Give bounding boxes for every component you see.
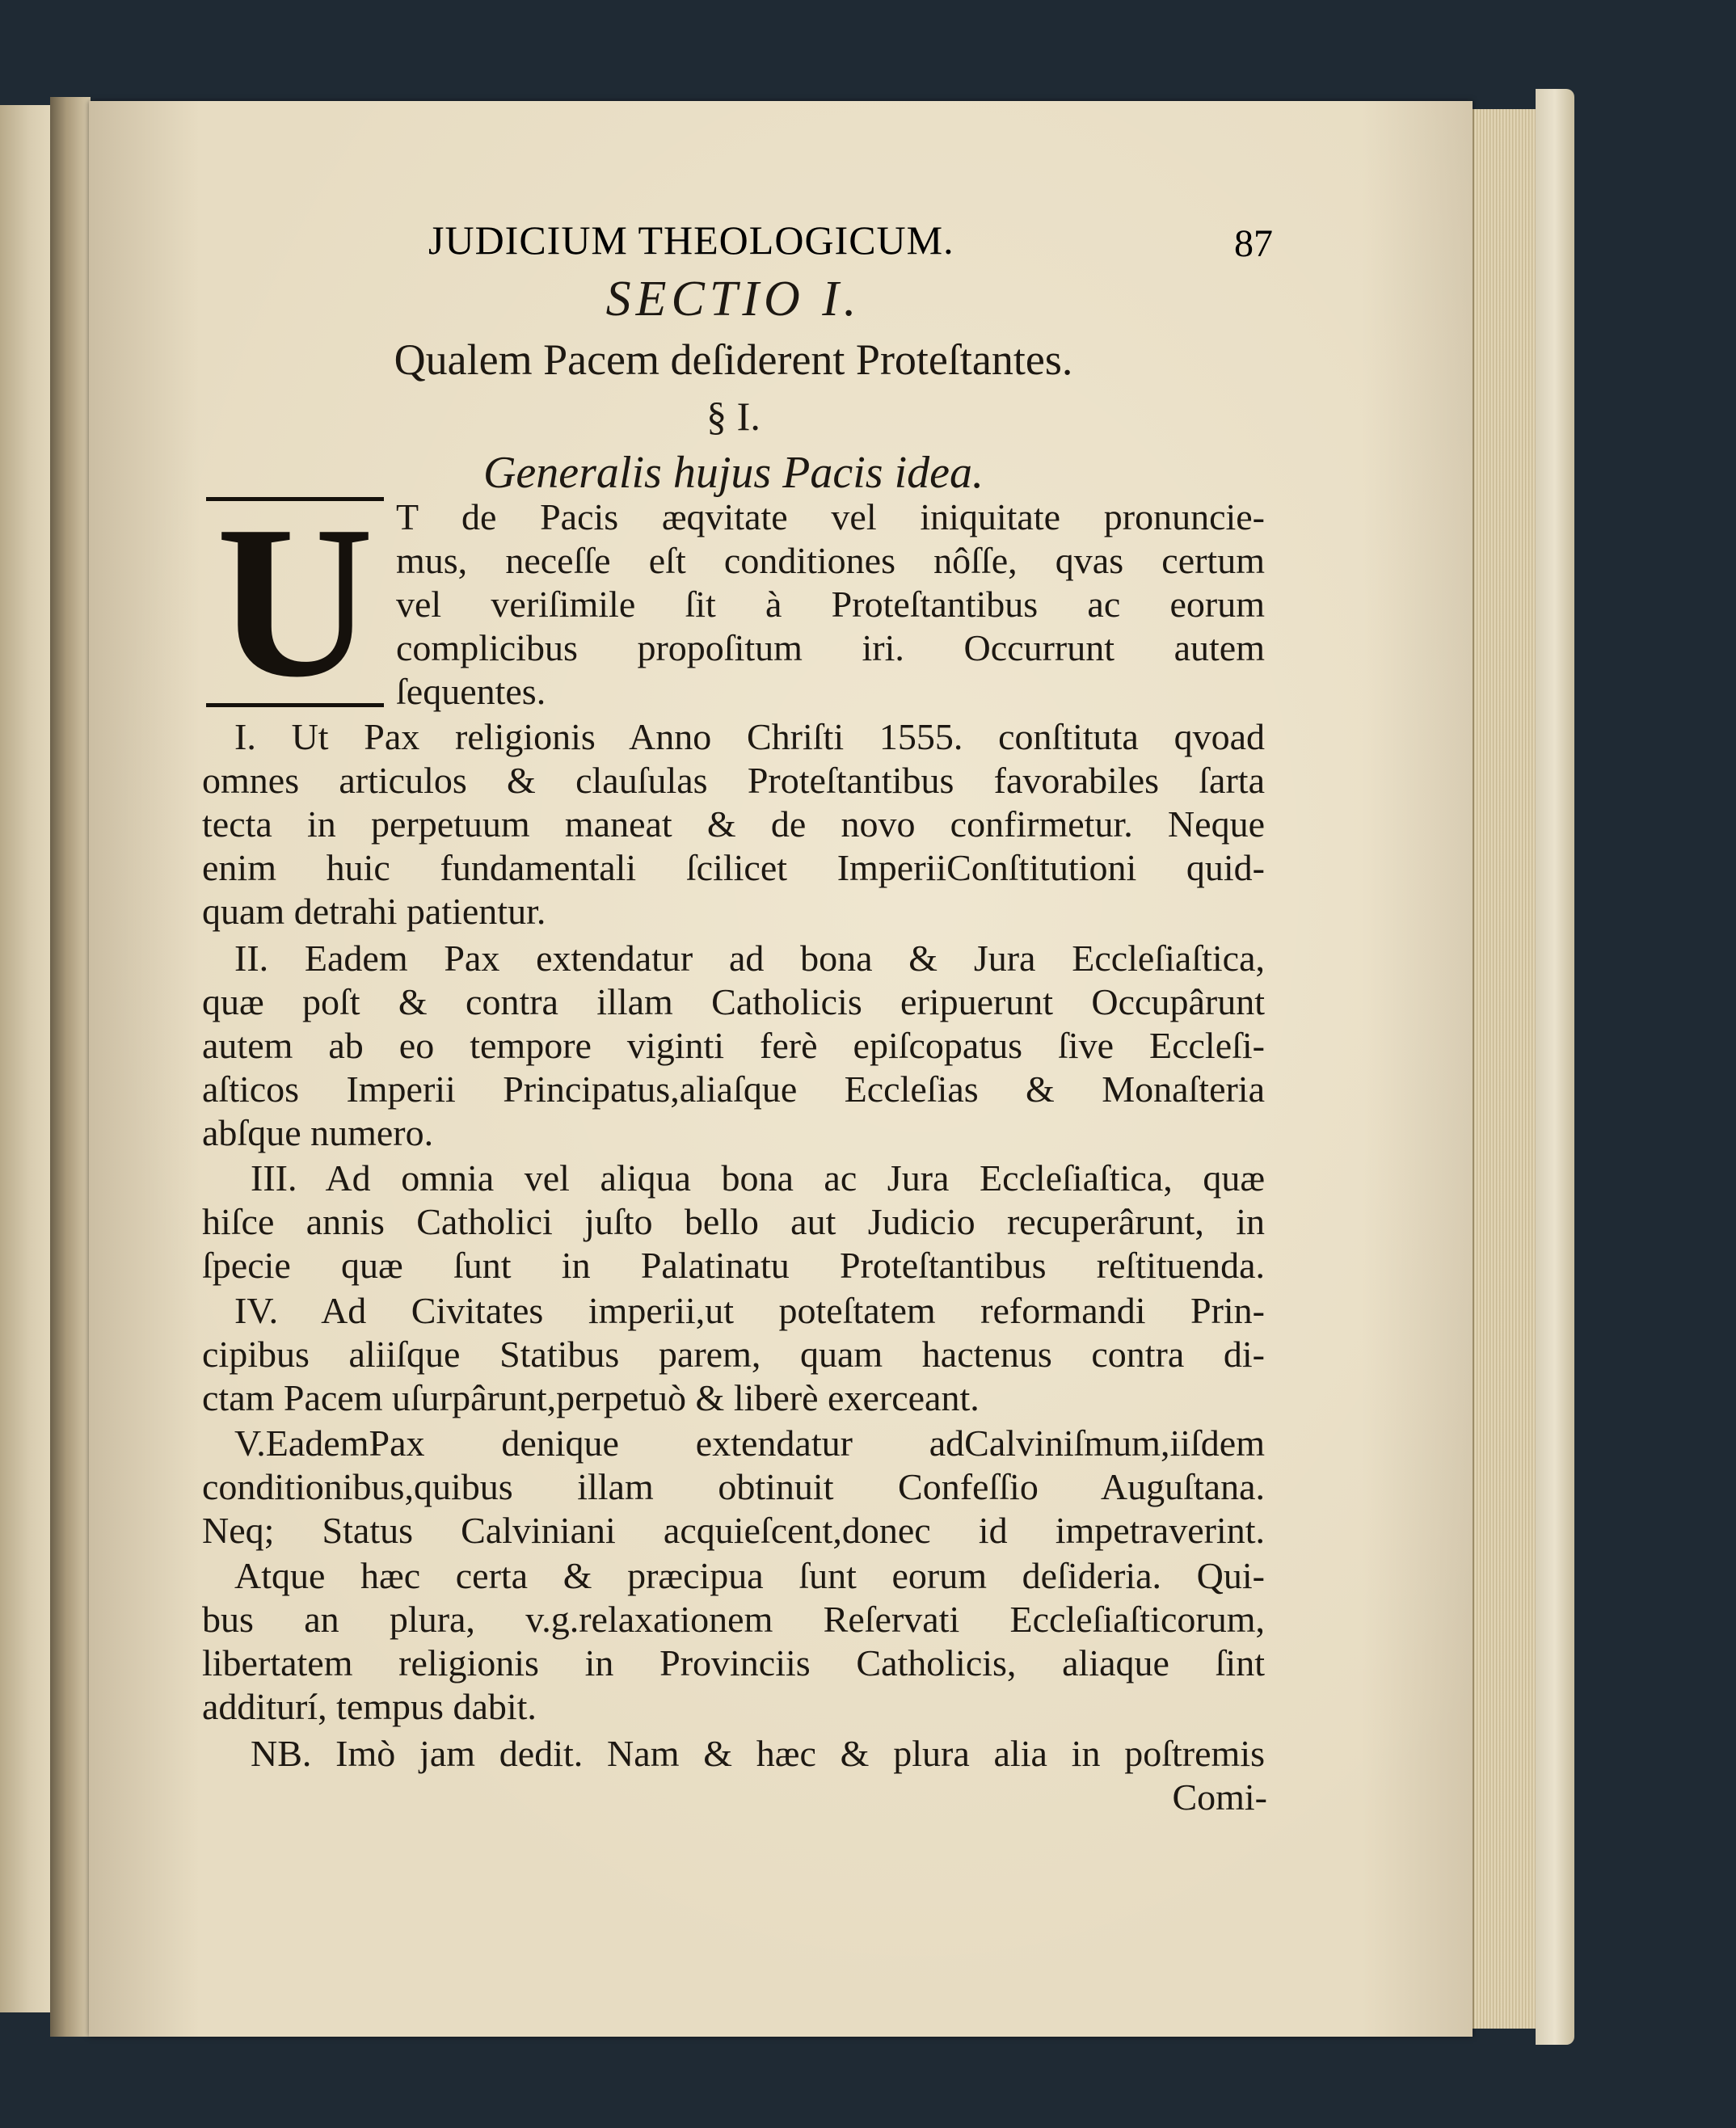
- text-line: tecta in perpetuum maneat & de novo confirmetur. Neque: [202, 803, 1265, 845]
- text-line: quam detrahi patientur.: [202, 891, 546, 932]
- text-line: ſequentes.: [396, 671, 546, 712]
- text-line: mus, neceſſe eſt conditiones nôſſe, qvas certum: [396, 540, 1265, 581]
- running-title: JUDICIUM THEOLOGICUM.: [428, 217, 954, 263]
- text-line: aſticos Imperii Principatus,aliaſque Eccleſias & Monaſteria: [202, 1068, 1265, 1110]
- text-line: enim huic fundamentali ſcilicet ImperiiConſtitutioni quid-: [202, 847, 1265, 888]
- text-line: quæ poſt & contra illam Catholicis eripuerunt Occupârunt: [202, 981, 1265, 1022]
- text-line: vel veriſimile ſit à Proteſtantibus ac eorum: [396, 584, 1265, 625]
- text-line: libertatem religionis in Provinciis Catholicis, aliaque ſint: [202, 1642, 1265, 1683]
- text-line: abſque numero.: [202, 1112, 434, 1153]
- text-line: Atque hæc certa & præcipua ſunt eorum deſideria. Qui-: [234, 1555, 1265, 1596]
- running-head: [222, 212, 1273, 268]
- section-subtitle: Qualem Pacem deſiderent Proteſtantes.: [394, 335, 1073, 384]
- text-line: II. Eadem Pax extendatur ad bona & Jura Eccleſiaſtica,: [234, 938, 1265, 979]
- text-line: III. Ad omnia vel aliqua bona ac Jura Eccleſiaſtica, quæ: [251, 1157, 1265, 1199]
- text-line: omnes articulos & clauſulas Proteſtantibus favorabiles ſarta: [202, 760, 1265, 801]
- text-line: V.EademPax denique extendatur adCalviniſmum,iiſdem: [234, 1422, 1265, 1464]
- paragraph-mark: § I.: [706, 394, 761, 439]
- book-gutter: [50, 97, 91, 2037]
- text-line: cipibus aliiſque Statibus parem, quam hactenus contra di-: [202, 1334, 1265, 1375]
- text-line: T de Pacis æqvitate vel iniquitate pronuncie-: [396, 496, 1265, 537]
- drop-cap-initial: U: [206, 497, 384, 707]
- text-line: Neq; Status Calviniani acquieſcent,donec id impetraverint.: [202, 1510, 1265, 1551]
- previous-page-edge: [0, 105, 53, 2012]
- text-line: NB. Imò jam dedit. Nam & hæc & plura alia in poſtremis: [251, 1733, 1265, 1774]
- text-line: autem ab eo tempore viginti ferè epiſcopatus ſive Eccleſi-: [202, 1025, 1265, 1066]
- text-line: I. Ut Pax religionis Anno Chriſti 1555. conſtituta qvoad: [234, 716, 1265, 757]
- text-line: IV. Ad Civitates imperii,ut poteſtatem reformandi Prin-: [234, 1290, 1265, 1331]
- text-line: ctam Pacem uſurpârunt,perpetuò & liberè exerceant.: [202, 1377, 980, 1418]
- text-line: conditionibus,quibus illam obtinuit Confeſſio Auguſtana.: [202, 1466, 1265, 1507]
- section-heading: SECTIO I.: [605, 272, 862, 327]
- page-block-edge: [1473, 109, 1540, 2029]
- book-cover-edge: [1536, 89, 1574, 2045]
- text-line: bus an plura, v.g.relaxationem Reſervati Eccleſiaſticorum,: [202, 1599, 1265, 1640]
- text-line: additurí, tempus dabit.: [202, 1686, 537, 1727]
- text-line: complicibus propoſitum iri. Occurrunt autem: [396, 627, 1265, 668]
- text-line: ſpecie quæ ſunt in Palatinatu Proteſtantibus reſtituenda.: [202, 1245, 1265, 1286]
- page-number: 87: [1234, 222, 1273, 265]
- catchword: Comi-: [1172, 1776, 1267, 1818]
- text-line: hiſce annis Catholici juſto bello aut Judicio recuperârunt, in: [202, 1201, 1265, 1242]
- paragraph-title: Generalis hujus Pacis idea.: [482, 448, 984, 498]
